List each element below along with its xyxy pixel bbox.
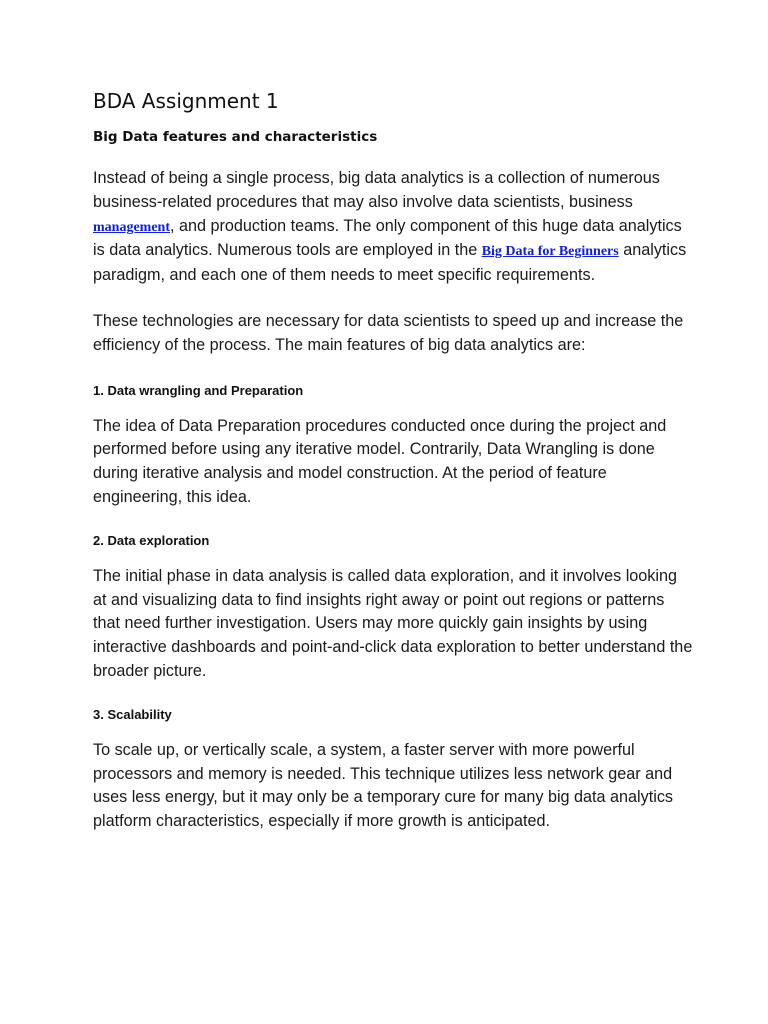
section-heading-scalability: 3. Scalability [93, 706, 172, 722]
technologies-paragraph: These technologies are necessary for data scientists to speed up and increase the efficiency of the process. The main features of big data analytics are: [93, 311, 684, 354]
document-content [93, 86, 693, 834]
management-link[interactable]: management [93, 219, 170, 235]
section-body-data-exploration: The initial phase in data analysis is called data exploration, and it involves looking at and visualizing data to find insights right away or point out regions or patterns that need further investigation. Users may more quickly gain insights by using interactive dashboards and point-and-click data exploration to better understand the broader picture. [93, 566, 693, 680]
document-title: BDA Assignment 1 [93, 89, 279, 113]
document-subtitle: Big Data features and characteristics [93, 129, 378, 145]
section-body-data-wrangling: The idea of Data Preparation procedures conducted once during the project and performed before using any iterative model. Contrarily, Data Wrangling is done during iterative analysis and model construction. At the period of feature engineering, this idea. [93, 416, 667, 506]
section-body-scalability: To scale up, or vertically scale, a system, a faster server with more powerful processors and memory is needed. This technique utilizes less network gear and uses less energy, but it may only be a temporary cure for many big data analytics platform characteristics, especially if more growth is anticipated. [93, 740, 674, 831]
section-heading-data-exploration: 2. Data exploration [93, 532, 210, 548]
intro-text-1: Instead of being a single process, big data analytics is a collection of numerous business-related procedures that may also involve data scientists, business [93, 169, 660, 211]
intro-text-2: , and production teams. The only component of this huge data analytics is data analytics. Numerous tools are employed in the [93, 216, 682, 260]
big-data-for-beginners-link[interactable]: Big Data for Beginners [481, 244, 619, 260]
intro-text-3: analytics paradigm, and each one of them needs to meet specific requirements. [93, 241, 687, 285]
section-heading-data-wrangling: 1. Data wrangling and Preparation [93, 382, 304, 398]
intro-paragraph [93, 167, 693, 288]
